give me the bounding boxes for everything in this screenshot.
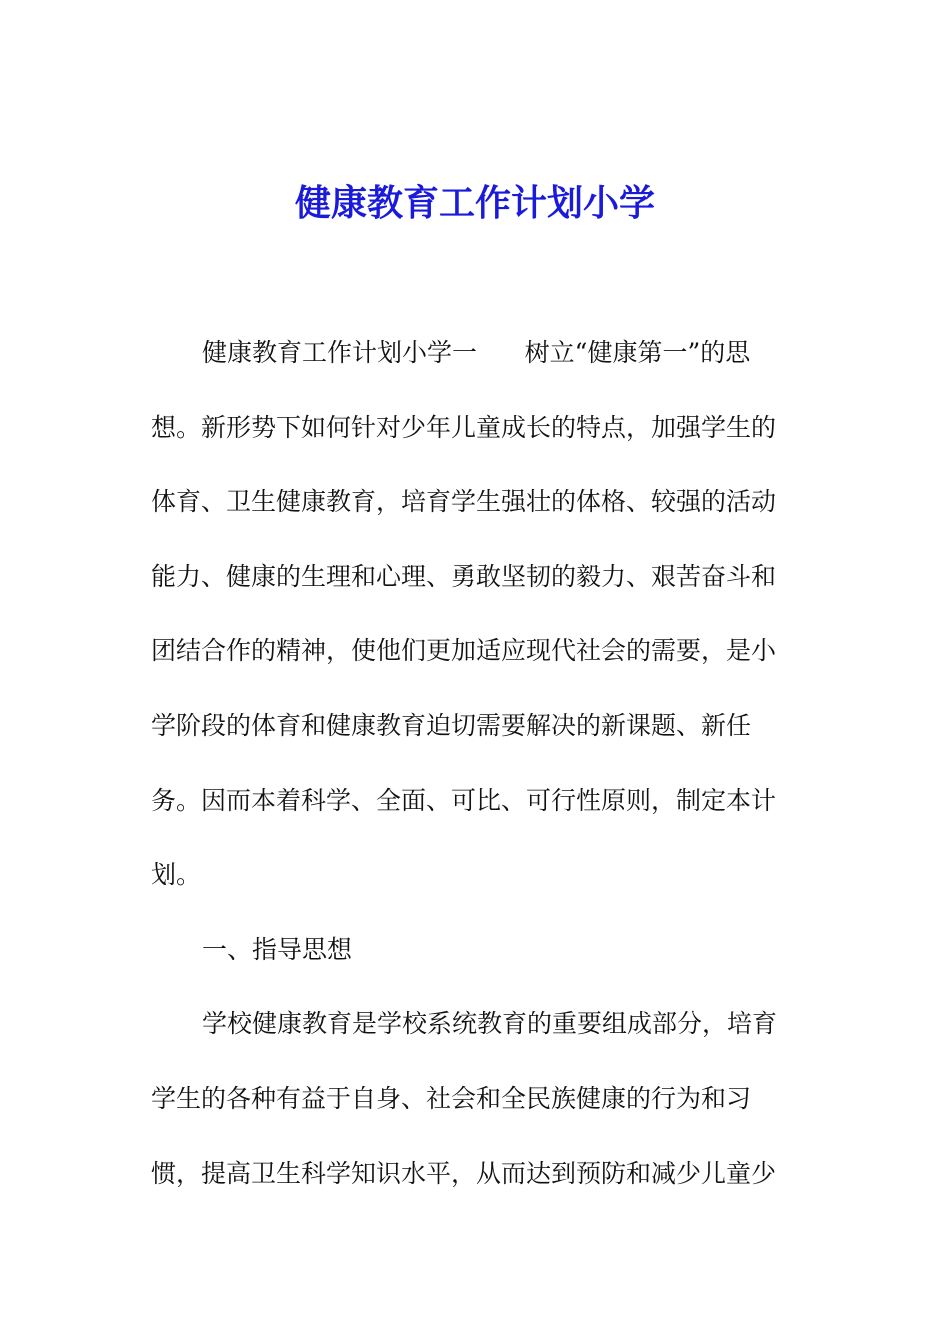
paragraph-line: 划。 xyxy=(151,860,202,890)
document-title: 健康教育工作计划小学 xyxy=(294,182,655,224)
paragraph-line-guidance-start: 学校健康教育是学校系统教育的重要组成部分，培育 xyxy=(202,1009,778,1039)
paragraph-line-intro-start: 健康教育工作计划小学一 树立“健康第一”的思 xyxy=(202,338,751,367)
paragraph-line: 学阶段的体育和健康教育迫切需要解决的新课题、新任 xyxy=(151,710,752,740)
paragraph-line: 学生的各种有益于自身、社会和全民族健康的行为和习 xyxy=(151,1083,752,1113)
paragraph-line: 惯，提高卫生科学知识水平，从而达到预防和减少儿童少 xyxy=(151,1158,777,1188)
paragraph-line: 能力、健康的生理和心理、勇敢坚韧的毅力、艰苦奋斗和 xyxy=(151,561,777,591)
document-body xyxy=(151,328,801,1223)
paragraph-line: 团结合作的精神，使他们更加适应现代社会的需要，是小 xyxy=(151,636,777,666)
paragraph-line: 务。因而本着科学、全面、可比、可行性原则，制定本计 xyxy=(151,785,777,815)
paragraph-line: 体育、卫生健康教育，培育学生强壮的体格、较强的活动 xyxy=(151,487,777,517)
section-heading: 一、指导思想 xyxy=(202,934,353,964)
paragraph-line: 想。新形势下如何针对少年儿童成长的特点，加强学生的 xyxy=(151,412,777,442)
